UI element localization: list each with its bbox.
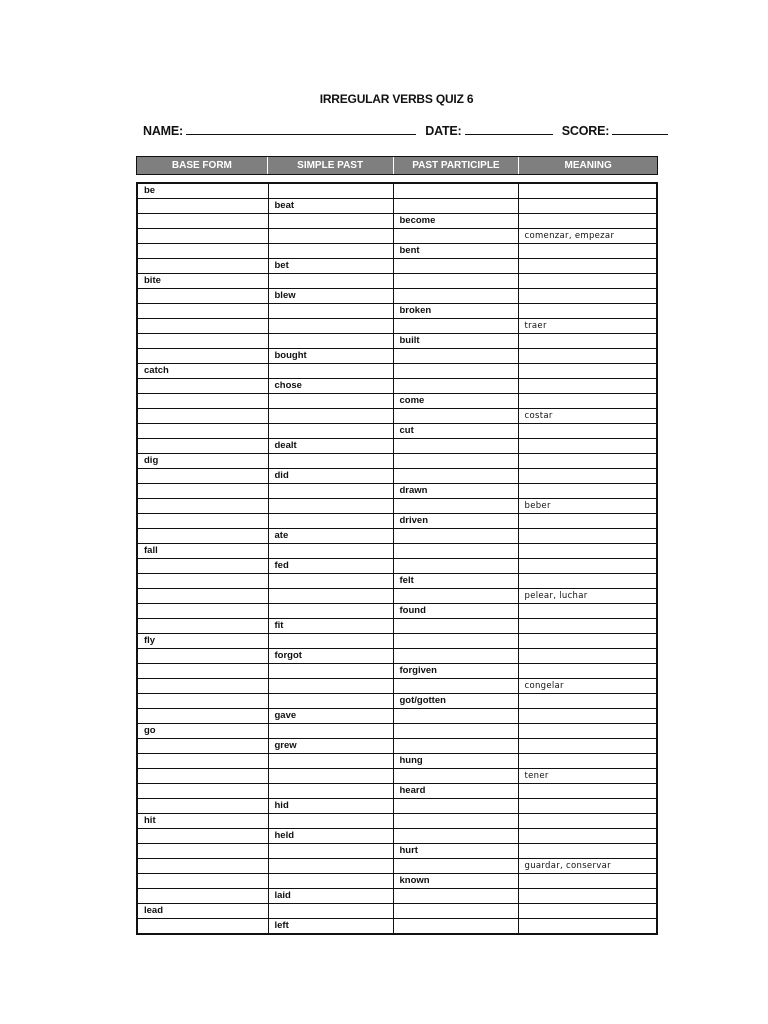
simple-past-cell[interactable] bbox=[268, 769, 393, 784]
table-row bbox=[137, 379, 657, 394]
base-form-cell: bite bbox=[137, 274, 268, 289]
meaning-cell: guardar, conservar bbox=[518, 859, 657, 874]
meaning-cell[interactable] bbox=[518, 739, 657, 754]
base-form-cell[interactable] bbox=[137, 709, 268, 724]
meaning-cell[interactable] bbox=[518, 454, 657, 469]
meaning-cell[interactable] bbox=[518, 694, 657, 709]
past-participle-cell[interactable] bbox=[393, 814, 518, 829]
base-form-cell[interactable] bbox=[137, 769, 268, 784]
past-participle-cell: forgiven bbox=[393, 664, 518, 679]
table-row bbox=[137, 559, 657, 574]
simple-past-cell: gave bbox=[268, 709, 393, 724]
meaning-cell[interactable] bbox=[518, 604, 657, 619]
table-row bbox=[137, 289, 657, 304]
base-form-cell[interactable] bbox=[137, 664, 268, 679]
past-participle-cell[interactable] bbox=[393, 889, 518, 904]
past-participle-cell[interactable] bbox=[393, 409, 518, 424]
table-row bbox=[137, 649, 657, 664]
past-participle-cell[interactable] bbox=[393, 649, 518, 664]
date-field[interactable] bbox=[465, 123, 553, 135]
table-row bbox=[137, 499, 657, 514]
past-participle-cell[interactable] bbox=[393, 379, 518, 394]
meaning-cell[interactable] bbox=[518, 889, 657, 904]
past-participle-cell: found bbox=[393, 604, 518, 619]
simple-past-cell[interactable] bbox=[268, 484, 393, 499]
simple-past-cell[interactable] bbox=[268, 229, 393, 244]
meaning-cell[interactable] bbox=[518, 364, 657, 379]
meaning-cell[interactable] bbox=[518, 754, 657, 769]
base-form-cell[interactable] bbox=[137, 289, 268, 304]
past-participle-cell[interactable] bbox=[393, 589, 518, 604]
base-form-cell[interactable] bbox=[137, 409, 268, 424]
past-participle-cell[interactable] bbox=[393, 859, 518, 874]
meaning-cell[interactable] bbox=[518, 559, 657, 574]
score-field[interactable] bbox=[612, 123, 668, 135]
meaning-cell[interactable] bbox=[518, 259, 657, 274]
meaning-cell[interactable] bbox=[518, 619, 657, 634]
table-row bbox=[137, 214, 657, 229]
simple-past-cell[interactable] bbox=[268, 454, 393, 469]
base-form-cell[interactable] bbox=[137, 559, 268, 574]
table-row bbox=[137, 664, 657, 679]
table-row bbox=[137, 604, 657, 619]
table-row bbox=[137, 754, 657, 769]
meaning-cell[interactable] bbox=[518, 649, 657, 664]
simple-past-cell[interactable] bbox=[268, 424, 393, 439]
base-form-cell[interactable] bbox=[137, 259, 268, 274]
base-form-cell[interactable] bbox=[137, 799, 268, 814]
meaning-cell[interactable] bbox=[518, 814, 657, 829]
simple-past-cell: beat bbox=[268, 199, 393, 214]
simple-past-cell: chose bbox=[268, 379, 393, 394]
meaning-cell[interactable] bbox=[518, 514, 657, 529]
table-row bbox=[137, 844, 657, 859]
simple-past-cell: dealt bbox=[268, 439, 393, 454]
verbs-table-body bbox=[137, 183, 657, 934]
table-row bbox=[137, 304, 657, 319]
base-form-cell[interactable] bbox=[137, 739, 268, 754]
name-field[interactable] bbox=[186, 123, 416, 135]
table-row bbox=[137, 904, 657, 919]
base-form-cell: lead bbox=[137, 904, 268, 919]
header-simple-past: SIMPLE PAST bbox=[268, 157, 394, 174]
past-participle-cell: come bbox=[393, 394, 518, 409]
meaning-cell[interactable] bbox=[518, 874, 657, 889]
meaning-cell[interactable] bbox=[518, 379, 657, 394]
simple-past-cell[interactable] bbox=[268, 334, 393, 349]
simple-past-cell[interactable] bbox=[268, 244, 393, 259]
past-participle-cell: broken bbox=[393, 304, 518, 319]
simple-past-cell: blew bbox=[268, 289, 393, 304]
meaning-cell[interactable] bbox=[518, 214, 657, 229]
past-participle-cell: felt bbox=[393, 574, 518, 589]
simple-past-cell[interactable] bbox=[268, 304, 393, 319]
past-participle-cell[interactable] bbox=[393, 259, 518, 274]
meaning-cell[interactable] bbox=[518, 469, 657, 484]
past-participle-cell[interactable] bbox=[393, 679, 518, 694]
past-participle-cell[interactable] bbox=[393, 364, 518, 379]
simple-past-cell: held bbox=[268, 829, 393, 844]
simple-past-cell: did bbox=[268, 469, 393, 484]
past-participle-cell[interactable] bbox=[393, 319, 518, 334]
past-participle-cell[interactable] bbox=[393, 799, 518, 814]
base-form-cell: hit bbox=[137, 814, 268, 829]
header-base-form: BASE FORM bbox=[137, 157, 268, 174]
base-form-cell[interactable] bbox=[137, 304, 268, 319]
past-participle-cell[interactable] bbox=[393, 454, 518, 469]
simple-past-cell: bet bbox=[268, 259, 393, 274]
past-participle-cell[interactable] bbox=[393, 529, 518, 544]
simple-past-cell[interactable] bbox=[268, 694, 393, 709]
simple-past-cell[interactable] bbox=[268, 874, 393, 889]
meaning-cell[interactable] bbox=[518, 274, 657, 289]
simple-past-cell[interactable] bbox=[268, 604, 393, 619]
table-row bbox=[137, 889, 657, 904]
table-row bbox=[137, 274, 657, 289]
column-header-bar bbox=[136, 156, 658, 175]
simple-past-cell[interactable] bbox=[268, 319, 393, 334]
base-form-cell[interactable] bbox=[137, 604, 268, 619]
base-form-cell[interactable] bbox=[137, 679, 268, 694]
meaning-cell[interactable] bbox=[518, 244, 657, 259]
table-row bbox=[137, 514, 657, 529]
past-participle-cell[interactable] bbox=[393, 229, 518, 244]
table-row bbox=[137, 229, 657, 244]
table-row bbox=[137, 739, 657, 754]
base-form-cell[interactable] bbox=[137, 859, 268, 874]
base-form-cell: fly bbox=[137, 634, 268, 649]
meaning-cell[interactable] bbox=[518, 784, 657, 799]
table-row bbox=[137, 709, 657, 724]
simple-past-cell[interactable] bbox=[268, 364, 393, 379]
base-form-cell[interactable] bbox=[137, 394, 268, 409]
past-participle-cell: got/gotten bbox=[393, 694, 518, 709]
past-participle-cell[interactable] bbox=[393, 274, 518, 289]
simple-past-cell[interactable] bbox=[268, 724, 393, 739]
base-form-cell[interactable] bbox=[137, 844, 268, 859]
simple-past-cell[interactable] bbox=[268, 409, 393, 424]
meaning-cell[interactable] bbox=[518, 799, 657, 814]
meaning-cell[interactable] bbox=[518, 349, 657, 364]
simple-past-cell[interactable] bbox=[268, 904, 393, 919]
base-form-cell[interactable] bbox=[137, 694, 268, 709]
table-row bbox=[137, 484, 657, 499]
simple-past-cell: laid bbox=[268, 889, 393, 904]
simple-past-cell: left bbox=[268, 919, 393, 935]
past-participle-cell[interactable] bbox=[393, 634, 518, 649]
table-row bbox=[137, 424, 657, 439]
table-row bbox=[137, 183, 657, 199]
simple-past-cell[interactable] bbox=[268, 574, 393, 589]
base-form-cell[interactable] bbox=[137, 889, 268, 904]
meaning-cell[interactable] bbox=[518, 334, 657, 349]
base-form-cell[interactable] bbox=[137, 349, 268, 364]
past-participle-cell[interactable] bbox=[393, 289, 518, 304]
past-participle-cell[interactable] bbox=[393, 709, 518, 724]
meaning-cell: comenzar, empezar bbox=[518, 229, 657, 244]
meaning-cell[interactable] bbox=[518, 304, 657, 319]
base-form-cell[interactable] bbox=[137, 874, 268, 889]
base-form-cell[interactable] bbox=[137, 379, 268, 394]
base-form-cell[interactable] bbox=[137, 214, 268, 229]
table-row bbox=[137, 589, 657, 604]
past-participle-cell[interactable] bbox=[393, 904, 518, 919]
simple-past-cell[interactable] bbox=[268, 784, 393, 799]
past-participle-cell[interactable] bbox=[393, 724, 518, 739]
simple-past-cell[interactable] bbox=[268, 844, 393, 859]
meaning-cell[interactable] bbox=[518, 919, 657, 935]
simple-past-cell: grew bbox=[268, 739, 393, 754]
meaning-cell[interactable] bbox=[518, 904, 657, 919]
meaning-cell[interactable] bbox=[518, 199, 657, 214]
past-participle-cell: driven bbox=[393, 514, 518, 529]
meaning-cell[interactable] bbox=[518, 634, 657, 649]
name-label: NAME: bbox=[143, 124, 183, 138]
header-meaning: MEANING bbox=[564, 160, 612, 171]
meaning-cell[interactable] bbox=[518, 424, 657, 439]
table-row bbox=[137, 679, 657, 694]
meaning-cell[interactable] bbox=[518, 484, 657, 499]
table-row bbox=[137, 244, 657, 259]
table-row bbox=[137, 634, 657, 649]
past-participle-cell: built bbox=[393, 334, 518, 349]
table-row bbox=[137, 454, 657, 469]
base-form-cell[interactable] bbox=[137, 229, 268, 244]
base-form-cell[interactable] bbox=[137, 784, 268, 799]
past-participle-cell: become bbox=[393, 214, 518, 229]
table-row bbox=[137, 319, 657, 334]
base-form-cell[interactable] bbox=[137, 499, 268, 514]
past-participle-cell[interactable] bbox=[393, 769, 518, 784]
simple-past-cell: hid bbox=[268, 799, 393, 814]
student-info-line bbox=[143, 123, 663, 138]
base-form-cell[interactable] bbox=[137, 334, 268, 349]
table-row bbox=[137, 574, 657, 589]
meaning-cell[interactable] bbox=[518, 574, 657, 589]
past-participle-cell[interactable] bbox=[393, 739, 518, 754]
meaning-cell: pelear, luchar bbox=[518, 589, 657, 604]
table-row bbox=[137, 769, 657, 784]
base-form-cell: fall bbox=[137, 544, 268, 559]
past-participle-cell[interactable] bbox=[393, 469, 518, 484]
meaning-cell[interactable] bbox=[518, 709, 657, 724]
past-participle-cell[interactable] bbox=[393, 829, 518, 844]
base-form-cell: dig bbox=[137, 454, 268, 469]
simple-past-cell[interactable] bbox=[268, 183, 393, 199]
page-title: IRREGULAR VERBS QUIZ 6 bbox=[319, 92, 474, 106]
past-participle-cell[interactable] bbox=[393, 919, 518, 935]
simple-past-cell[interactable] bbox=[268, 214, 393, 229]
simple-past-cell: ate bbox=[268, 529, 393, 544]
past-participle-cell[interactable] bbox=[393, 439, 518, 454]
base-form-cell[interactable] bbox=[137, 469, 268, 484]
meaning-cell[interactable] bbox=[518, 664, 657, 679]
base-form-cell[interactable] bbox=[137, 574, 268, 589]
table-row bbox=[137, 259, 657, 274]
past-participle-cell: hurt bbox=[393, 844, 518, 859]
base-form-cell[interactable] bbox=[137, 424, 268, 439]
meaning-cell[interactable] bbox=[518, 529, 657, 544]
meaning-cell[interactable] bbox=[518, 829, 657, 844]
meaning-cell: costar bbox=[518, 409, 657, 424]
simple-past-cell[interactable] bbox=[268, 679, 393, 694]
past-participle-cell[interactable] bbox=[393, 559, 518, 574]
simple-past-cell[interactable] bbox=[268, 634, 393, 649]
table-row bbox=[137, 829, 657, 844]
past-participle-cell: cut bbox=[393, 424, 518, 439]
table-row bbox=[137, 919, 657, 935]
simple-past-cell[interactable] bbox=[268, 754, 393, 769]
table-row bbox=[137, 694, 657, 709]
meaning-cell: beber bbox=[518, 499, 657, 514]
base-form-cell[interactable] bbox=[137, 619, 268, 634]
simple-past-cell[interactable] bbox=[268, 499, 393, 514]
table-row bbox=[137, 334, 657, 349]
simple-past-cell[interactable] bbox=[268, 589, 393, 604]
simple-past-cell[interactable] bbox=[268, 394, 393, 409]
meaning-cell[interactable] bbox=[518, 394, 657, 409]
past-participle-cell[interactable] bbox=[393, 183, 518, 199]
simple-past-cell[interactable] bbox=[268, 859, 393, 874]
base-form-cell[interactable] bbox=[137, 829, 268, 844]
table-row bbox=[137, 349, 657, 364]
table-row bbox=[137, 814, 657, 829]
meaning-cell[interactable] bbox=[518, 724, 657, 739]
base-form-cell: catch bbox=[137, 364, 268, 379]
table-row bbox=[137, 859, 657, 874]
simple-past-cell[interactable] bbox=[268, 514, 393, 529]
table-row bbox=[137, 394, 657, 409]
simple-past-cell: fed bbox=[268, 559, 393, 574]
header-past-participle: PAST PARTICIPLE bbox=[394, 157, 520, 174]
base-form-cell[interactable] bbox=[137, 754, 268, 769]
base-form-cell: be bbox=[137, 183, 268, 199]
meaning-cell[interactable] bbox=[518, 289, 657, 304]
base-form-cell[interactable] bbox=[137, 589, 268, 604]
base-form-cell[interactable] bbox=[137, 484, 268, 499]
past-participle-cell: hung bbox=[393, 754, 518, 769]
base-form-cell[interactable] bbox=[137, 199, 268, 214]
simple-past-cell: bought bbox=[268, 349, 393, 364]
base-form-cell[interactable] bbox=[137, 244, 268, 259]
base-form-cell[interactable] bbox=[137, 514, 268, 529]
verbs-table bbox=[136, 182, 658, 935]
table-row bbox=[137, 439, 657, 454]
simple-past-cell[interactable] bbox=[268, 664, 393, 679]
meaning-cell[interactable] bbox=[518, 439, 657, 454]
simple-past-cell[interactable] bbox=[268, 544, 393, 559]
base-form-cell[interactable] bbox=[137, 439, 268, 454]
base-form-cell[interactable] bbox=[137, 649, 268, 664]
base-form-cell[interactable] bbox=[137, 319, 268, 334]
table-row bbox=[137, 619, 657, 634]
simple-past-cell[interactable] bbox=[268, 274, 393, 289]
past-participle-cell: bent bbox=[393, 244, 518, 259]
table-row bbox=[137, 874, 657, 889]
table-row bbox=[137, 469, 657, 484]
past-participle-cell: heard bbox=[393, 784, 518, 799]
simple-past-cell: forgot bbox=[268, 649, 393, 664]
base-form-cell[interactable] bbox=[137, 529, 268, 544]
past-participle-cell[interactable] bbox=[393, 199, 518, 214]
table-row bbox=[137, 364, 657, 379]
meaning-cell: congelar bbox=[518, 679, 657, 694]
simple-past-cell: fit bbox=[268, 619, 393, 634]
meaning-cell: tener bbox=[518, 769, 657, 784]
score-label: SCORE: bbox=[561, 124, 610, 138]
simple-past-cell[interactable] bbox=[268, 814, 393, 829]
date-label: DATE: bbox=[425, 124, 462, 138]
base-form-cell[interactable] bbox=[137, 919, 268, 935]
meaning-cell: traer bbox=[518, 319, 657, 334]
table-row bbox=[137, 409, 657, 424]
meaning-cell[interactable] bbox=[518, 844, 657, 859]
meaning-cell[interactable] bbox=[518, 183, 657, 199]
table-row bbox=[137, 199, 657, 214]
table-row bbox=[137, 724, 657, 739]
table-row bbox=[137, 529, 657, 544]
past-participle-cell[interactable] bbox=[393, 544, 518, 559]
table-row bbox=[137, 799, 657, 814]
past-participle-cell: drawn bbox=[393, 484, 518, 499]
past-participle-cell: known bbox=[393, 874, 518, 889]
table-row bbox=[137, 784, 657, 799]
past-participle-cell[interactable] bbox=[393, 619, 518, 634]
meaning-cell[interactable] bbox=[518, 544, 657, 559]
past-participle-cell[interactable] bbox=[393, 499, 518, 514]
table-row bbox=[137, 544, 657, 559]
past-participle-cell[interactable] bbox=[393, 349, 518, 364]
base-form-cell: go bbox=[137, 724, 268, 739]
